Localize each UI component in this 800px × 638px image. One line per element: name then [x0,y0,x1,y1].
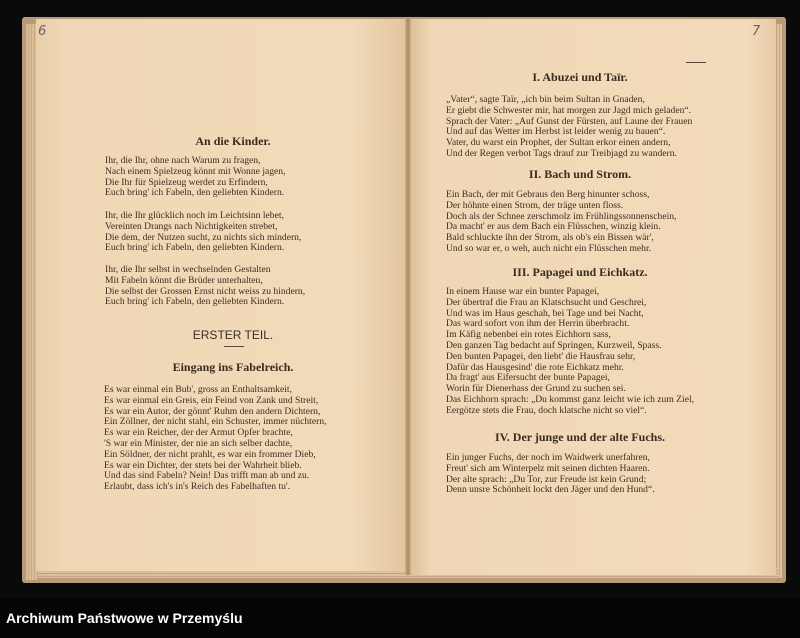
text-line: Ihr, die Ihr, ohne nach Warum zu fragen, [105,155,261,166]
text-line: Es war einmal ein Greis, ein Feind von Zank und Streit, [104,394,319,406]
text-line: Sprach der Vater: „Auf Gunst der Fürsten, auf Laune der Frauen [446,115,693,127]
text-line: Der höhnte einen Strom, der träge unten floss. [446,199,624,211]
poem-stanza [105,265,305,308]
book-gutter [405,19,411,575]
text-line: Da macht' er aus dem Bach ein Flüsschen, winzig klein. [446,221,661,233]
text-line: Mit Fabeln könnt die Brüder unterhalten, [105,274,263,286]
fable-text [446,287,694,417]
poem-stanza [105,156,286,199]
text-line: Worin für Dienerhass der Grund zu suchen sei. [446,383,626,395]
divider [224,346,244,347]
text-line: Ihr, die Ihr selbst in wechselnden Gestalten [105,264,271,275]
text-line: 'S war ein Minister, der nie an sich selber dachte, [104,437,293,449]
fable-text [446,95,692,160]
text-line: Ihr, die Ihr glücklich noch im Leichtsinn lebet, [105,210,284,221]
fable-title: III. Papagei und Eichkatz. [512,265,648,279]
text-line: Und was im Haus geschah, bei Tage und bei Nacht, [446,307,644,319]
text-line: In einem Hause war ein bunter Papagei, [446,286,600,297]
poem-title: Eingang ins Fabelreich. [172,360,294,374]
text-line: Es war ein Dichter, der stets bei der Wahrheit blieb. [104,459,302,471]
fable-title: I. Abuzei und Taïr. [532,70,628,84]
text-line: Der übertraf die Frau an Klatschsucht und Geschrei, [446,296,647,308]
text-line: Es war ein Autor, der gönnt' Ruhm den andern Dichtern, [104,405,321,417]
page-number-left: 6 [38,24,47,39]
text-line: Der alte sprach: „Du Tor, zur Freude ist kein Grund; [446,473,647,485]
text-line: Euch bring' ich Fabeln, den geliebten Kindern. [105,187,285,199]
text-line: Er giebt die Schwester mir, hat morgen zur Jagd mich geladen“. [446,104,692,116]
section-title: ERSTER TEIL. [192,328,274,342]
text-line: Und so war er, o weh, auch nicht ein Flüsschen mehr. [446,242,652,254]
text-line: Ein Zöllner, der nicht stahl, ein Schuster, immer nüchtern, [104,416,327,428]
fable-title: II. Bach und Strom. [528,167,632,181]
poem-stanza [105,211,301,254]
text-line: Die Ihr für Spielzeug werdet zu Erfindern, [105,176,268,188]
text-line: „Vater“, sagte Taïr, „ich bin beim Sultan in Gnaden, [446,94,645,105]
text-line: Und der Regen verbot Tags drauf zur Treibjagd zu wandern. [446,147,677,159]
text-line: Es war einmal ein Bub', gross an Enthaltsamkeit, [104,384,292,395]
text-line: Die selbst der Grossen Ernst nicht weiss zu hindern, [105,285,306,297]
text-line: Dafür das Hausgesind' die rote Eichkatz mehr. [446,361,624,373]
text-line: Im Käfig nebenbei ein rotes Eichhorn sass, [446,329,611,341]
text-line: Da fragt' aus Eifersucht der bunte Papagei, [446,372,610,384]
text-line: Ein Söldner, der nicht prahlt, es war ein frommer Dieb, [104,448,316,460]
text-line: Und das sind Fabeln? Nein! Das trifft man ab und zu. [104,470,310,482]
text-line: Den bunten Papagei, den liebt' die Hausfrau sehr, [446,350,636,362]
fable-text [446,190,676,255]
fable-title: IV. Der junge und der alte Fuchs. [494,430,666,444]
fable-text [446,453,655,496]
text-line: Die dem, der Nutzen sucht, zu nichts sich mindern, [105,231,302,243]
text-line: Ein Bach, der mit Gebraus den Berg hinunter schoss, [446,189,650,200]
text-line: Eergötze stets die Frau, doch klatsche nicht so viel“. [446,404,647,416]
text-line: Freut' sich am Winterpelz mit seinen dichten Haaren. [446,462,650,474]
pencil-mark [686,62,706,63]
text-line: Das ward sofort von ihm der Herrin überbracht. [446,318,630,330]
text-line: Denn unsre Schönheit lockt den Jäger und den Hund“. [446,484,655,496]
text-line: Nach einem Spielzeug könnt mit Wonne jagen, [105,165,286,177]
text-line: Den ganzen Tag bedacht auf Springen, Kurzweil, Spass. [446,339,662,351]
text-line: Euch bring' ich Fabeln, den geliebten Kindern. [105,242,285,254]
page-number-right: 7 [752,24,761,39]
text-line: Ein junger Fuchs, der noch im Waidwerk unerfahren, [446,452,650,463]
text-line: Erlaubt, dass ich's in's Reich des Fabelhaften tu'. [104,481,291,493]
archive-footer [0,598,800,638]
text-line: Euch bring' ich Fabeln, den geliebten Kindern. [105,296,285,308]
poem-title: An die Kinder. [195,134,271,148]
archive-name: Archiwum Państwowe w Przemyślu [6,610,243,626]
text-line: Es war ein Reicher, der der Armut Opfer brachte, [104,427,293,439]
text-line: Und auf das Wetter im Herbst ist leider wenig zu bauen“. [446,126,666,138]
text-line: Das Eichhorn sprach: „Du kommst ganz leicht wie ich zum Ziel, [446,393,695,405]
text-line: Vater, du warst ein Prophet, der Sultan erkor einen andern, [446,137,671,149]
text-line: Doch als der Schnee zerschmolz im Frühlingssonnenschein, [446,210,677,222]
poem-body [104,385,327,493]
text-line: Bald schluckte ihn der Strom, als ob's ein Bissen wär', [446,232,654,244]
text-line: Vereinten Drangs nach Nichtigkeiten strebet, [105,220,278,232]
